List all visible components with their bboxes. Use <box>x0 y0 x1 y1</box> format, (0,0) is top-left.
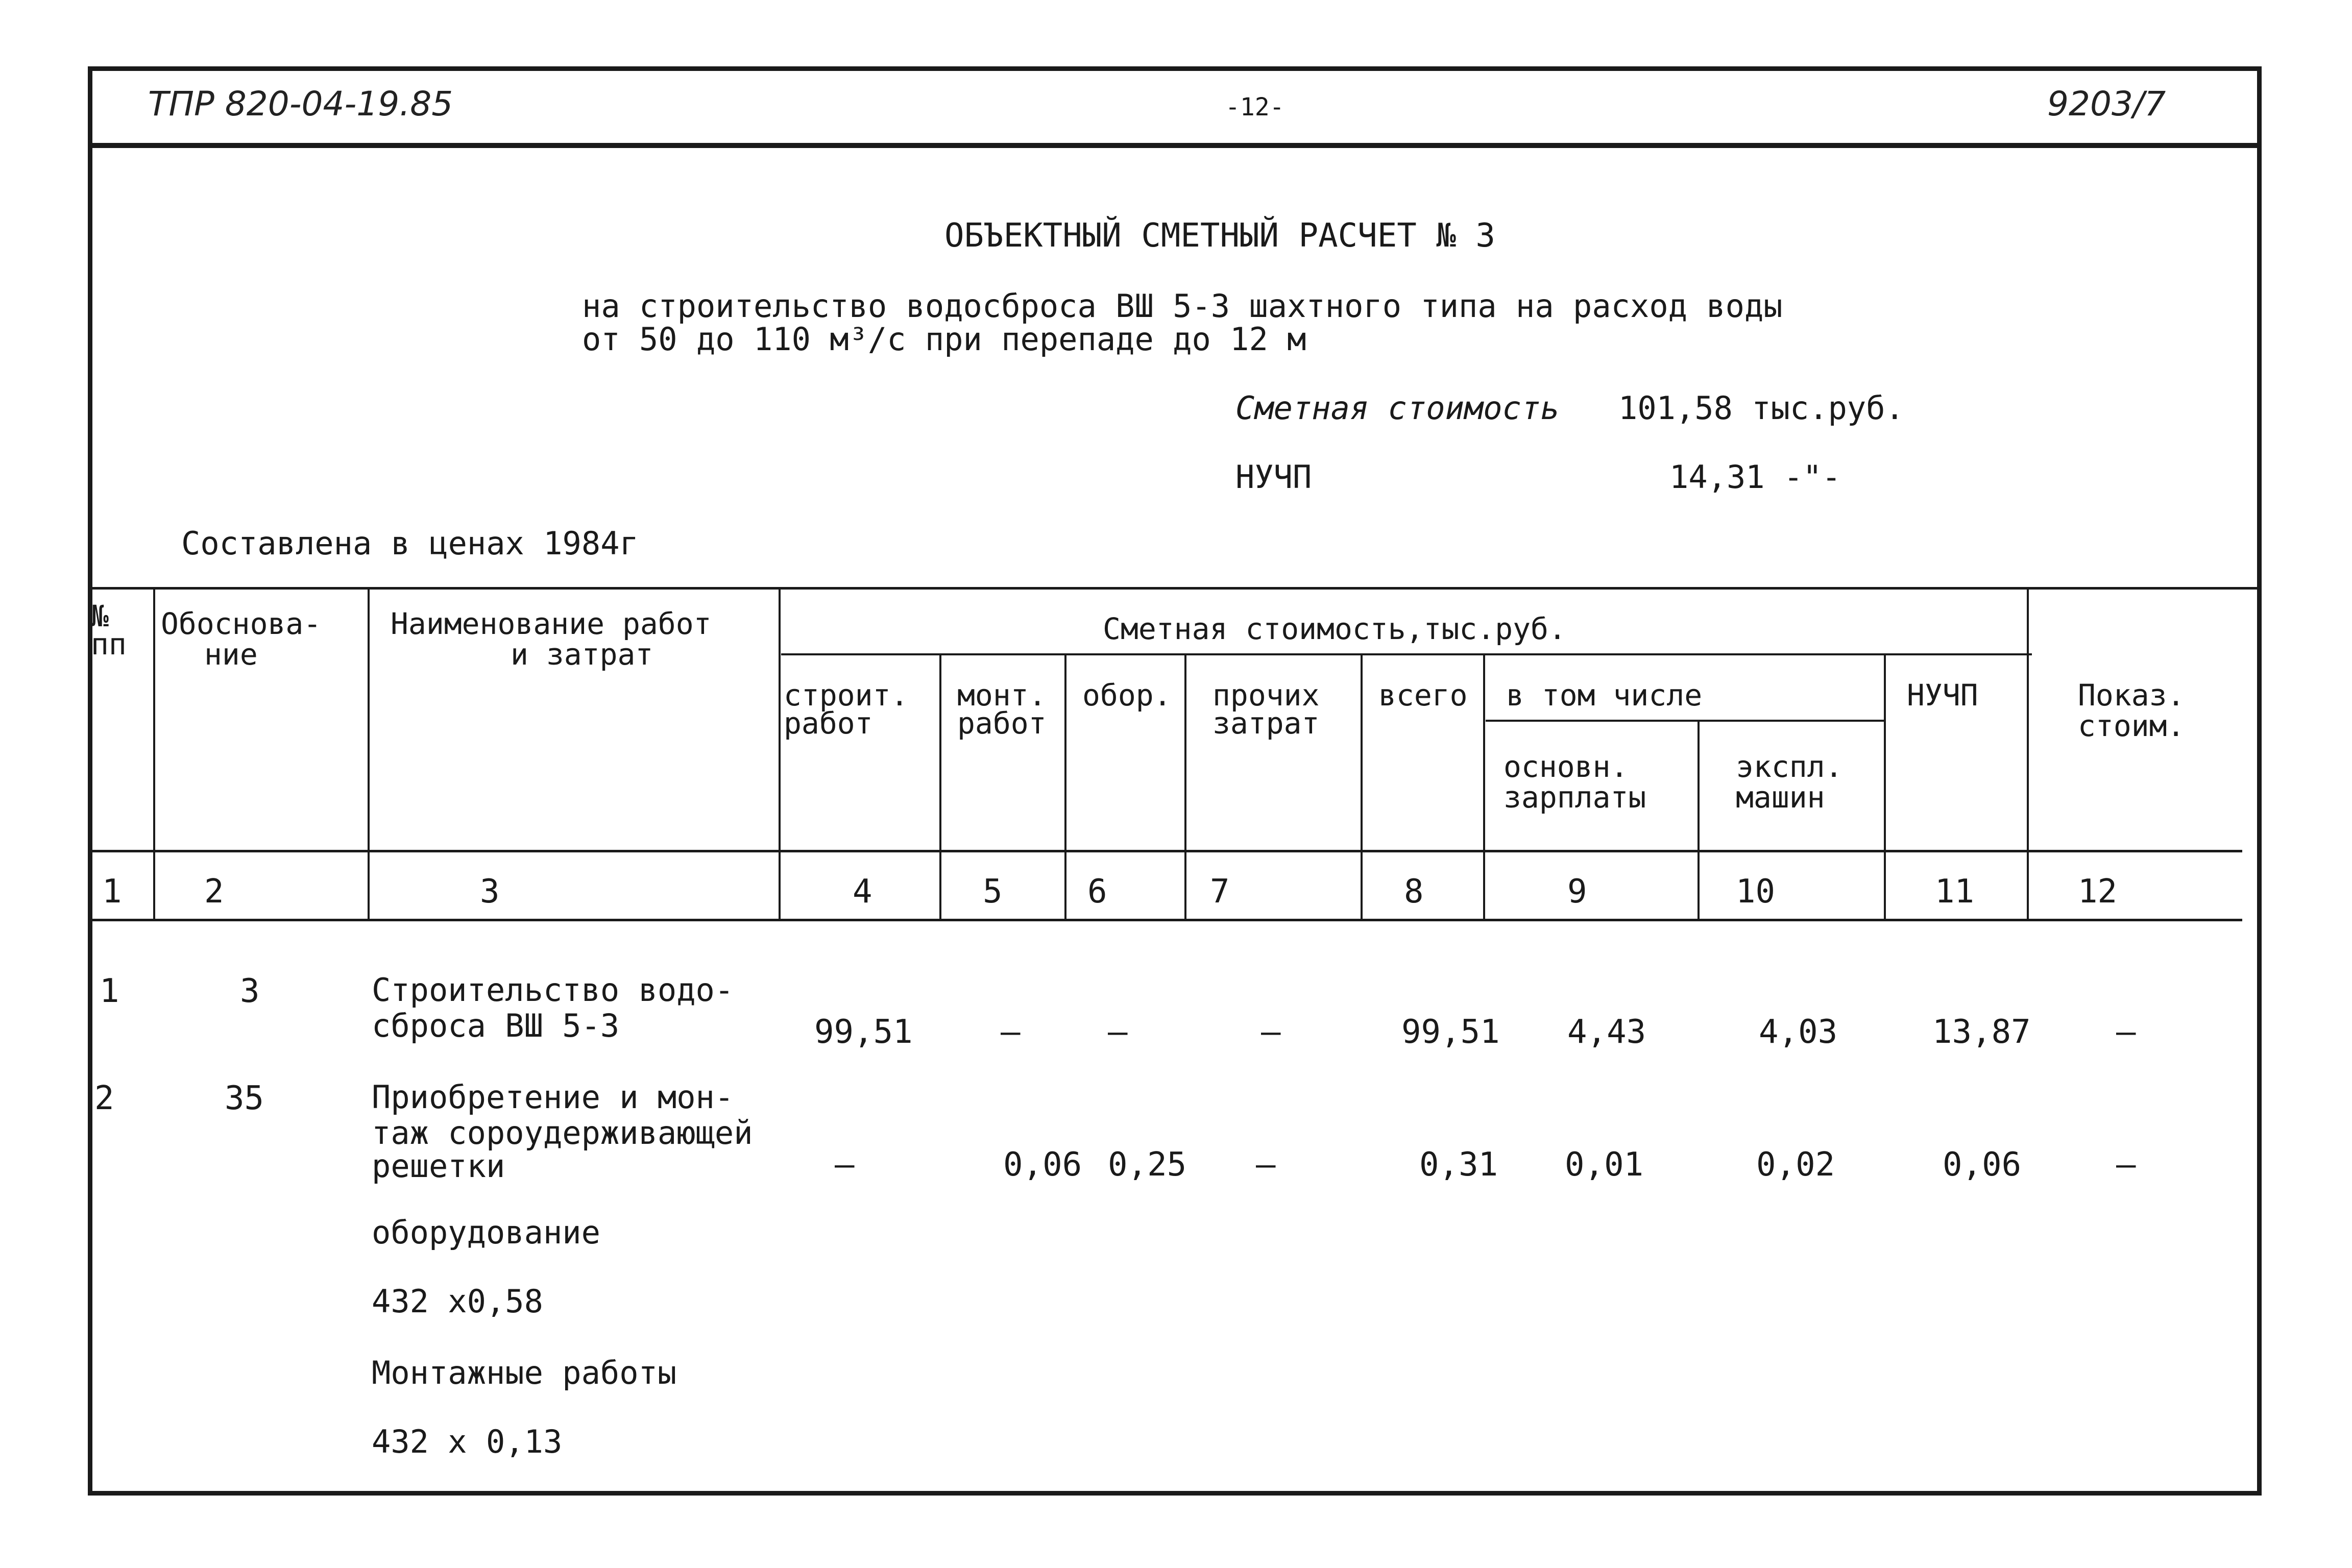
estimated-cost-value: 101,58 тыс.руб. <box>1618 389 1904 427</box>
col-sep-4 <box>939 653 941 919</box>
hdr-including: в том числе <box>1506 678 1703 713</box>
hdr-indicator-2: стоим. <box>2078 708 2185 743</box>
col-number: 7 <box>1210 873 1230 911</box>
row-machines: 4,03 <box>1759 1013 1838 1051</box>
col-sep-11 <box>2027 587 2029 919</box>
col-number: 11 <box>1935 873 1975 911</box>
hdr-name-1: Наименование работ <box>391 606 712 641</box>
hdr-installation-1: монт. <box>957 678 1047 713</box>
row-indicator: – <box>2116 1146 2136 1184</box>
page-frame <box>88 66 2262 1496</box>
col-number: 10 <box>1736 873 1776 911</box>
doc-code: ТПР 820-04-19.85 <box>148 84 453 124</box>
row-other: – <box>1256 1146 1276 1184</box>
row-indicator: – <box>2116 1013 2136 1051</box>
row-num: 1 <box>100 972 119 1010</box>
col-number: 12 <box>2078 873 2118 911</box>
col-sep-9 <box>1698 720 1700 919</box>
row-name-line: Приобретение и мон- <box>372 1079 734 1116</box>
hdr-equipment: обор. <box>1082 678 1172 713</box>
hdr-installation-2: работ <box>957 706 1047 741</box>
row-nuchp: 0,06 <box>1943 1146 2022 1184</box>
row-name-line: Строительство водо- <box>372 971 734 1009</box>
col-number: 9 <box>1567 873 1587 911</box>
col-sep-5 <box>1064 653 1066 919</box>
col-number: 6 <box>1087 873 1107 911</box>
row-wages: 4,43 <box>1567 1013 1646 1051</box>
row-wages: 0,01 <box>1565 1146 1644 1184</box>
row-nuchp: 13,87 <box>1932 1013 2031 1051</box>
hdr-construction-1: строит. <box>784 678 909 713</box>
note-line: оборудование <box>372 1214 600 1251</box>
note-line: 432 х 0,13 <box>372 1423 563 1460</box>
row-installation: – <box>1001 1013 1021 1051</box>
hdr-num-2: пп <box>91 627 127 662</box>
header-divider <box>88 143 2262 148</box>
estimated-cost-label: Сметная стоимость <box>1235 389 1560 427</box>
row-construction: 99,51 <box>814 1013 913 1051</box>
row-name-line: таж сороудерживающей <box>372 1114 753 1152</box>
hdr-other-1: прочих <box>1213 678 1320 713</box>
col-number: 1 <box>102 873 122 911</box>
title-line-2: от 50 до 110 м³/с при перепаде до 12 м <box>582 321 1306 358</box>
hdr-num-1: № <box>91 599 109 633</box>
col-number: 3 <box>480 873 500 911</box>
row-num: 2 <box>94 1080 114 1117</box>
including-rule <box>1486 720 1884 722</box>
col-number: 4 <box>853 873 872 911</box>
page-number: -12- <box>1225 93 1284 121</box>
row-total: 0,31 <box>1419 1146 1498 1184</box>
hdr-nuchp: НУЧП <box>1907 678 1978 713</box>
header-bottom-rule <box>88 850 2242 852</box>
col-number: 8 <box>1404 873 1424 911</box>
nuchp-value: 14,31 -"- <box>1669 458 1841 496</box>
row-equipment: – <box>1108 1013 1128 1051</box>
table-top-rule <box>88 587 2262 590</box>
col-numbers-rule <box>88 919 2242 921</box>
col-sep-1 <box>153 587 155 919</box>
hdr-other-2: затрат <box>1213 706 1320 741</box>
document-title: ОБЪЕКТНЫЙ СМЕТНЫЙ РАСЧЕТ № 3 <box>944 217 1495 255</box>
hdr-basis-1: Обоснова- <box>161 606 322 641</box>
hdr-name-2: и затрат <box>511 637 653 672</box>
row-name-line: сброса ВШ 5-3 <box>372 1007 620 1044</box>
col-sep-7 <box>1361 653 1363 919</box>
col-sep-10 <box>1884 653 1886 919</box>
note-line: Монтажные работы <box>372 1354 677 1391</box>
col-sep-3 <box>779 587 781 919</box>
row-installation: 0,06 <box>1003 1146 1082 1184</box>
row-equipment: 0,25 <box>1108 1146 1187 1184</box>
hdr-total: всего <box>1378 678 1468 713</box>
row-basis: 3 <box>240 972 260 1010</box>
sheet-code: 9203/7 <box>2047 84 2166 124</box>
row-name-line: решетки <box>372 1147 505 1185</box>
hdr-cost-group: Сметная стоимость,тыс.руб. <box>1103 611 1566 646</box>
hdr-indicator-1: Показ. <box>2078 678 2185 713</box>
hdr-construction-2: работ <box>784 706 873 741</box>
row-construction: – <box>835 1146 855 1184</box>
row-machines: 0,02 <box>1756 1146 1835 1184</box>
col-number: 5 <box>983 873 1003 911</box>
note-line: 432 х0,58 <box>372 1283 543 1320</box>
nuchp-label: НУЧП <box>1235 458 1312 496</box>
col-number: 2 <box>204 873 224 911</box>
prices-note: Составлена в ценах 1984г <box>181 525 639 562</box>
hdr-machines-2: машин <box>1736 780 1825 815</box>
hdr-wages-1: основн. <box>1504 749 1629 784</box>
col-sep-8 <box>1483 653 1485 919</box>
col-sep-2 <box>368 587 370 919</box>
title-line-1: на строительство водосброса ВШ 5-3 шахтного типа на расход воды <box>582 287 1783 325</box>
group-header-rule <box>781 653 2032 655</box>
hdr-wages-2: зарплаты <box>1504 780 1646 815</box>
row-other: – <box>1261 1013 1281 1051</box>
hdr-machines-1: экспл. <box>1736 749 1843 784</box>
col-sep-6 <box>1184 653 1186 919</box>
hdr-basis-2: ние <box>204 637 258 672</box>
row-basis: 35 <box>225 1080 264 1117</box>
row-total: 99,51 <box>1401 1013 1500 1051</box>
